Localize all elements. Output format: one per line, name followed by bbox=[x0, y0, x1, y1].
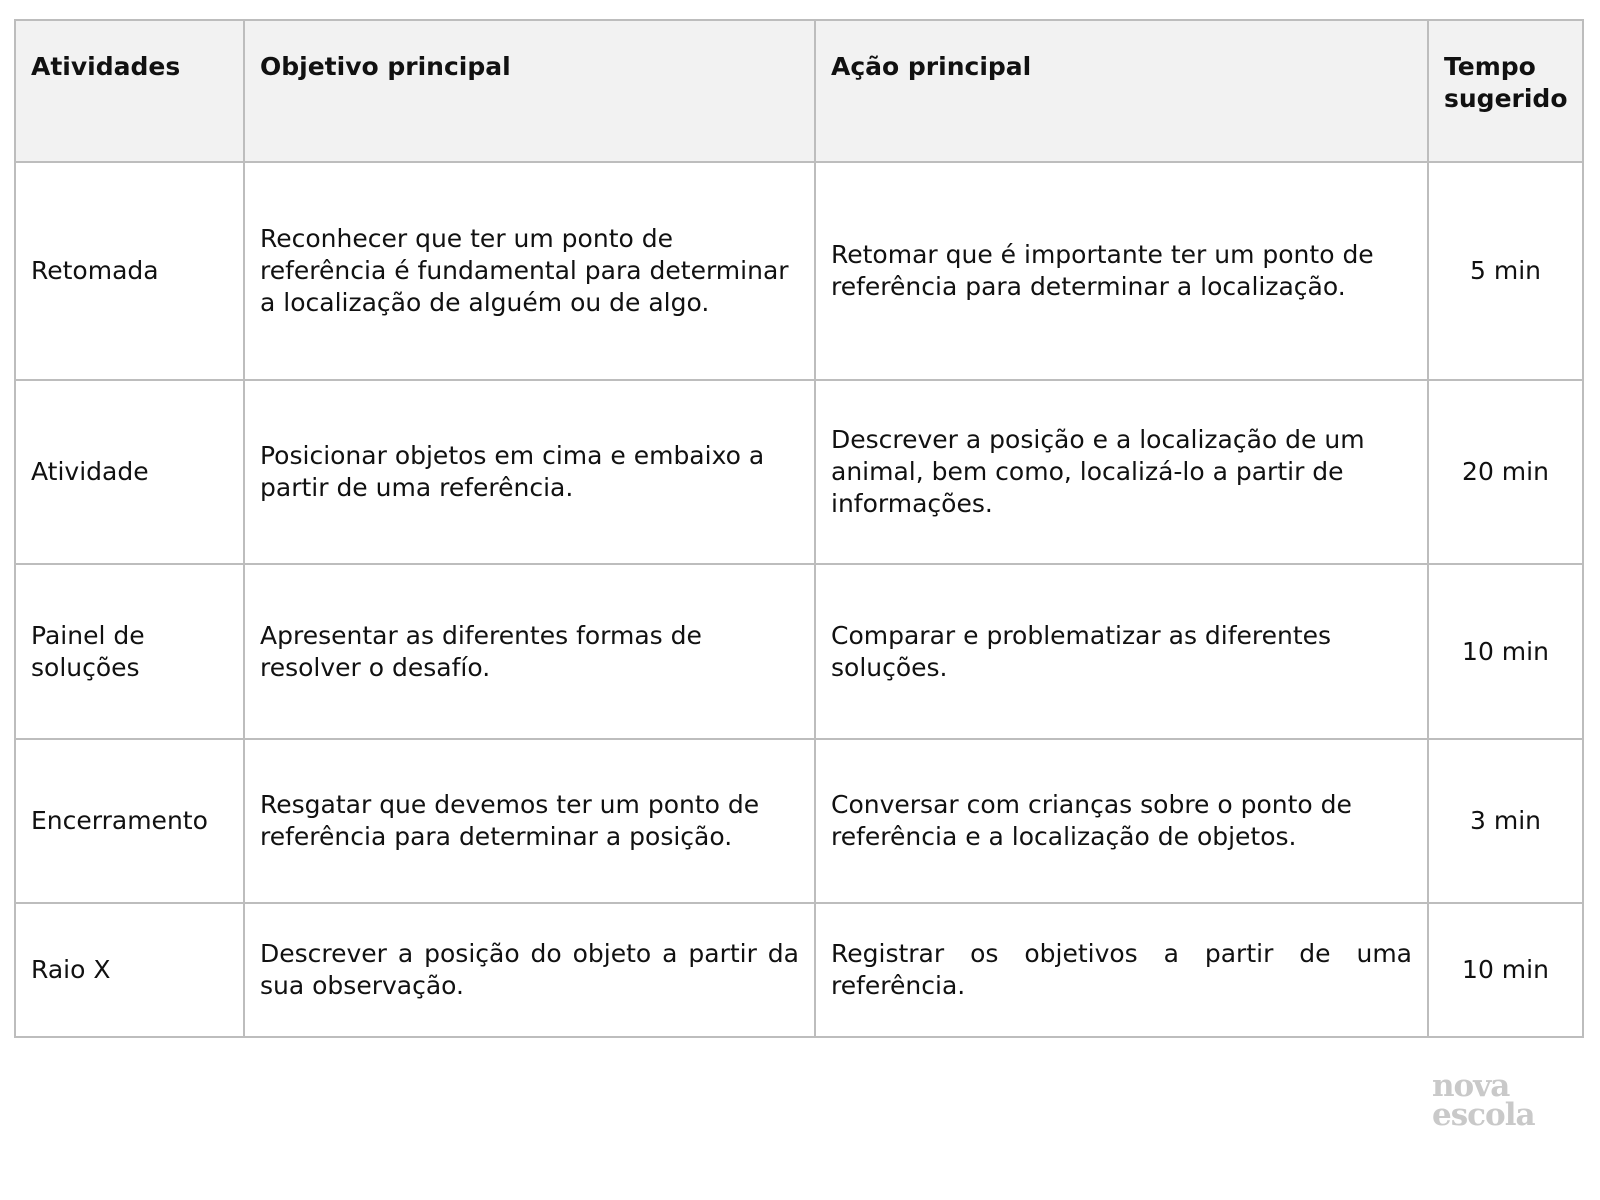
lesson-plan-table bbox=[14, 19, 1584, 1038]
cell-objective: Reconhecer que ter um ponto de referência é fundamental para determinar a localização de alguém ou de algo. bbox=[244, 162, 815, 380]
cell-activity: Retomada bbox=[15, 162, 244, 380]
cell-time: 3 min bbox=[1428, 739, 1583, 903]
table-row bbox=[15, 162, 1583, 380]
cell-objective: Resgatar que devemos ter um ponto de referência para determinar a posição. bbox=[244, 739, 815, 903]
cell-time: 5 min bbox=[1428, 162, 1583, 380]
cell-activity: Encerramento bbox=[15, 739, 244, 903]
cell-time: 10 min bbox=[1428, 903, 1583, 1037]
logo-line-nova: nova bbox=[1432, 1068, 1510, 1104]
table-row bbox=[15, 564, 1583, 739]
table-row bbox=[15, 380, 1583, 564]
cell-time: 10 min bbox=[1428, 564, 1583, 739]
header-main-objective: Objetivo principal bbox=[244, 20, 815, 162]
nova-escola-logo bbox=[1432, 1068, 1552, 1133]
table-row bbox=[15, 903, 1583, 1037]
cell-activity: Painel de soluções bbox=[15, 564, 244, 739]
cell-action: Registrar os objetivos a partir de uma referência. bbox=[815, 903, 1428, 1037]
header-activities: Atividades bbox=[15, 20, 244, 162]
table-header bbox=[15, 20, 1583, 162]
cell-objective: Posicionar objetos em cima e embaixo a partir de uma referência. bbox=[244, 380, 815, 564]
cell-activity: Atividade bbox=[15, 380, 244, 564]
header-suggested-time: Tempo sugerido bbox=[1428, 20, 1583, 162]
cell-time: 20 min bbox=[1428, 380, 1583, 564]
table-body bbox=[15, 162, 1583, 1037]
logo-line-escola: escola bbox=[1432, 1097, 1535, 1133]
cell-action: Retomar que é importante ter um ponto de referência para determinar a localização. bbox=[815, 162, 1428, 380]
cell-action: Comparar e problematizar as diferentes soluções. bbox=[815, 564, 1428, 739]
cell-action: Descrever a posição e a localização de um animal, bem como, localizá-lo a partir de informações. bbox=[815, 380, 1428, 564]
cell-objective: Descrever a posição do objeto a partir da sua observação. bbox=[244, 903, 815, 1037]
header-main-action: Ação principal bbox=[815, 20, 1428, 162]
table-row bbox=[15, 739, 1583, 903]
cell-activity: Raio X bbox=[15, 903, 244, 1037]
cell-objective: Apresentar as diferentes formas de resolver o desafío. bbox=[244, 564, 815, 739]
cell-action: Conversar com crianças sobre o ponto de referência e a localização de objetos. bbox=[815, 739, 1428, 903]
header-row bbox=[15, 20, 1583, 162]
